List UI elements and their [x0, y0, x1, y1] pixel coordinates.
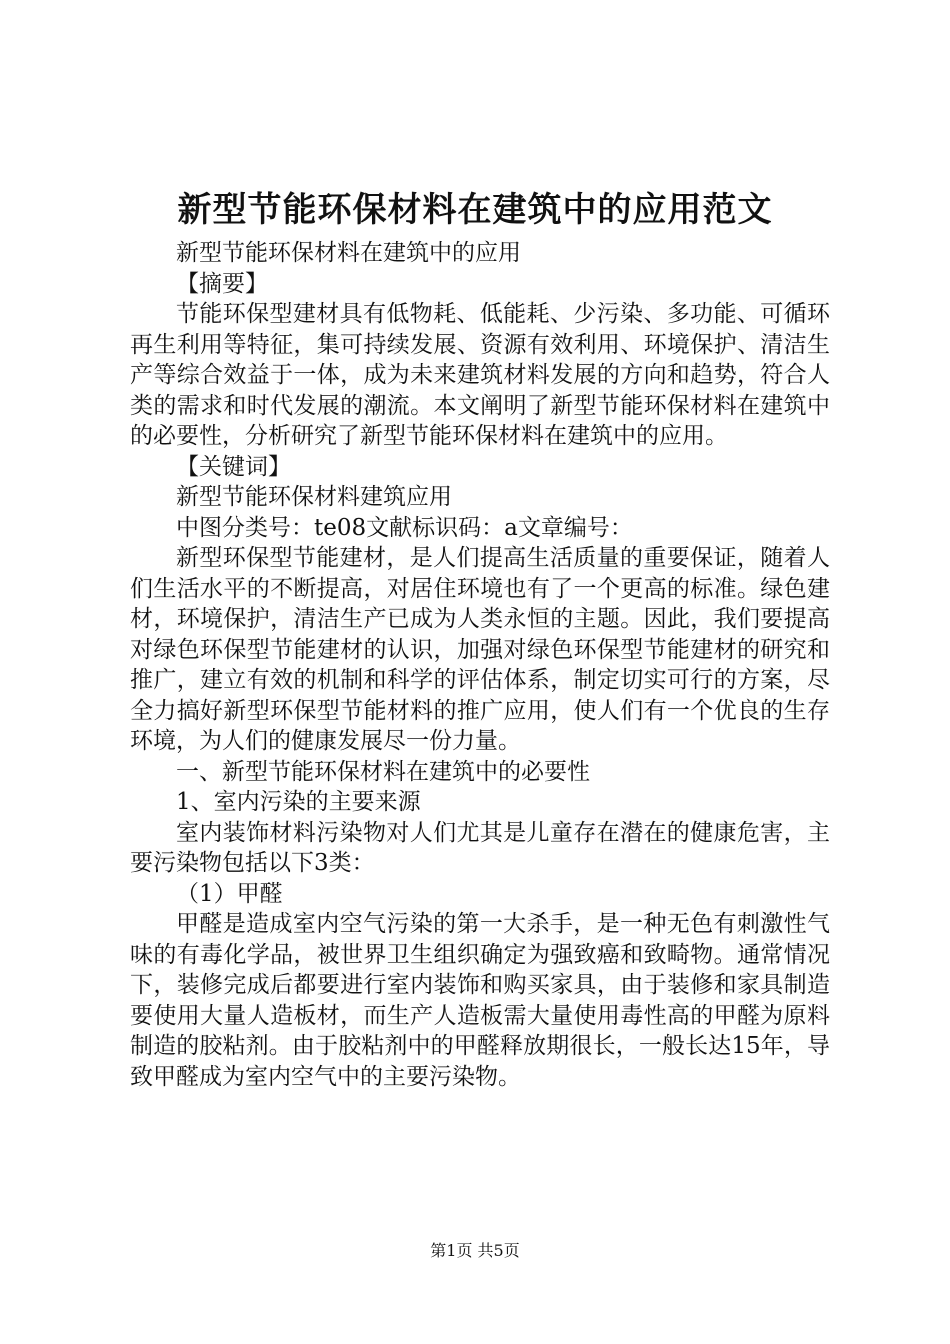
subsection-heading-1: 1、室内污染的主要来源 [176, 789, 421, 815]
classification-paragraph: 中图分类号：te08文献标识码：a文章编号： [176, 514, 633, 541]
document-body [130, 238, 830, 1092]
subtitle-paragraph: 新型节能环保材料在建筑中的应用 [176, 240, 521, 266]
keywords-heading: 【关键词】 [176, 453, 291, 480]
intro-paragraph: 新型环保型节能建材，是人们提高生活质量的重要保证，随着人们生活水平的不断提高，对居住环境也有了一个更高的标准。绿色建材，环境保护，清洁生产已成为人类永恒的主题。因此，我们要提高对绿色环保型节能建材的认识，加强对绿色环保型节能建材的研究和推广，建立有效的机制和科学的评估体系，制定切实可行的方案，尽全力搞好新型环保型节能材料的推广应用，使人们有一个优良的生存环境，为人们的健康发展尽一份力量。 [130, 545, 830, 754]
formaldehyde-paragraph: 甲醛是造成室内空气污染的第一大杀手，是一种无色有刺激性气味的有毒化学品，被世界卫生组织确定为强致癌和致畸物。通常情况下，装修完成后都要进行室内装饰和购买家具，由于装修和家具制造要使用大量人造板材，而生产人造板需大量使用毒性高的甲醛为原料制造的胶粘剂。由于胶粘剂中的甲醛释放期很长，一般长达15年，导致甲醛成为室内空气中的主要污染物。 [130, 911, 830, 1090]
page-footer: 第1页 共5页 [430, 1241, 520, 1260]
pollution-paragraph: 室内装饰材料污染物对人们尤其是儿童存在潜在的健康危害，主要污染物包括以下3类： [130, 819, 830, 876]
abstract-heading: 【摘要】 [176, 270, 268, 297]
item-heading-formaldehyde: （1）甲醛 [176, 880, 283, 907]
section-heading-1: 一、新型节能环保材料在建筑中的必要性 [176, 758, 590, 785]
document-title: 新型节能环保材料在建筑中的应用范文 [177, 190, 773, 230]
abstract-paragraph: 节能环保型建材具有低物耗、低能耗、少污染、多功能、可循环再生利用等特征，集可持续发展、资源有效利用、环境保护、清洁生产等综合效益于一体，成为未来建筑材料发展的方向和趋势，符合人类的需求和时代发展的潮流。本文阐明了新型节能环保材料在建筑中的必要性，分析研究了新型节能环保材料在建筑中的应用。 [130, 301, 830, 449]
keywords-paragraph: 新型节能环保材料建筑应用 [176, 484, 452, 510]
